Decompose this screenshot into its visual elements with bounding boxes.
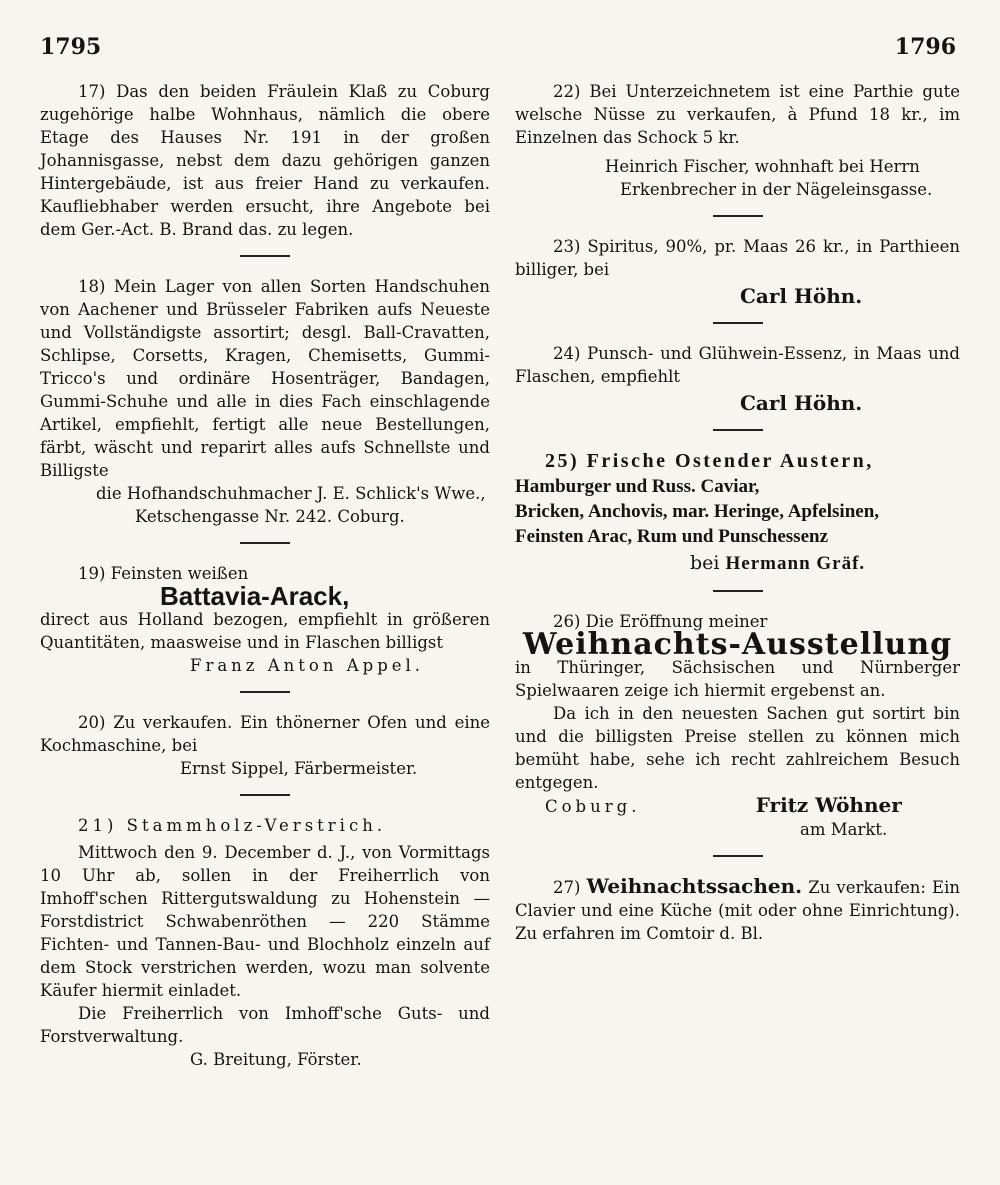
- notice-23: [515, 235, 960, 308]
- notice-25: [515, 449, 960, 576]
- separator: [713, 855, 763, 857]
- page-number-right: 1796: [894, 34, 956, 60]
- notice-17: [40, 80, 490, 241]
- notice-26-text2: Da ich in den neuesten Sachen gut sortirt bin und die billigsten Preise stellen zu können mich bemüht habe, sehe ich recht zahlreichem Besuch entgegen.: [515, 704, 960, 792]
- notice-26-text1: in Thüringer, Sächsischen und Nürnberger Spielwaaren zeige ich hiermit ergebenst an.: [515, 658, 960, 700]
- separator: [240, 794, 290, 796]
- separator: [240, 255, 290, 257]
- notice-19-signature: Franz Anton Appel.: [190, 656, 425, 675]
- notice-19-heading: Battavia-Arack,: [160, 581, 350, 611]
- notice-26-place: Coburg.: [545, 797, 641, 816]
- notice-25-signature: Hermann Gräf.: [725, 553, 866, 574]
- notice-24-text: 24) Punsch- und Glühwein-Essenz, in Maas und Flaschen, empfiehlt: [515, 344, 960, 386]
- notice-25-line2: Hamburger und Russ. Caviar,: [515, 476, 760, 497]
- notice-24-signature: Carl Höhn.: [740, 391, 863, 415]
- right-column: [515, 80, 960, 945]
- notice-27-heading: Weihnachtssachen.: [586, 874, 803, 898]
- notice-17-text: 17) Das den beiden Fräulein Klaß zu Coburg zugehörige halbe Wohnhaus, nämlich die obere Etage des Hauses Nr. 191 in der großen Johannisgasse, nebst dem dazu gehörigen ganzen Hintergebäude, ist aus freier Hand zu verkaufen. Kaufliebhaber werden ersucht, ihre Angebote bei dem Ger.-Act. B. Brand das. zu legen.: [40, 82, 490, 239]
- notice-26-signature: Fritz Wöhner: [755, 793, 902, 817]
- notice-22-text: 22) Bei Unterzeichnetem ist eine Parthie gute welsche Nüsse zu verkaufen, à Pfund 18 kr., im Einzelnen das Schock 5 kr.: [515, 82, 960, 147]
- separator: [240, 542, 290, 544]
- notice-24: [515, 342, 960, 415]
- notice-25-line3: Bricken, Anchovis, mar. Heringe, Apfelsinen,: [515, 501, 880, 522]
- notice-20-signature: Ernst Sippel, Färbermeister.: [180, 759, 418, 778]
- notice-26-intro: 26) Die Eröffnung meiner: [553, 612, 768, 631]
- notice-25-line1: 25) Frische Ostender Austern,: [545, 450, 874, 472]
- notice-27: [515, 875, 960, 945]
- notice-19: [40, 562, 490, 677]
- separator: [713, 215, 763, 217]
- notice-26-address: am Markt.: [800, 820, 888, 839]
- notice-22-signature: Heinrich Fischer, wohnhaft bei Herrn: [605, 157, 920, 176]
- separator: [713, 322, 763, 324]
- separator: [713, 429, 763, 431]
- notice-21: [40, 814, 490, 1071]
- notice-23-signature: Carl Höhn.: [740, 284, 863, 308]
- notice-18-text: 18) Mein Lager von allen Sorten Handschuhen von Aachener und Brüsseler Fabriken aufs Neueste und Vollständigste assortirt; desgl. Ball-Cravatten, Schlipse, Corsetts, Kragen, Chemisetts, Gummi-Tricco's und ordinäre Hosenträger, Bandagen, Gummi-Schuhe und alle in dies Fach einschlagende Artikel, empfiehlt, fertigt alle neue Bestellungen, färbt, wäscht und reparirt alles aufs Schnellste und Billigste: [40, 277, 490, 480]
- notice-26: [515, 610, 960, 841]
- notice-19-text: direct aus Holland bezogen, empfiehlt in größeren Quantitäten, maasweise und in Flaschen billigst: [40, 610, 490, 652]
- notice-20-text: 20) Zu verkaufen. Ein thönerner Ofen und eine Kochmaschine, bei: [40, 713, 490, 755]
- notice-20: [40, 711, 490, 780]
- notice-27-text: Zu verkaufen: Ein Clavier und eine Küche (mit oder ohne Einrichtung). Zu erfahren im Comtoir d. Bl.: [515, 878, 960, 943]
- notice-19-intro: 19) Feinsten weißen: [78, 564, 249, 583]
- notice-21-forester: G. Breitung, Förster.: [190, 1050, 362, 1069]
- notice-18-signature: die Hofhandschuhmacher J. E. Schlick's Wwe.,: [96, 484, 486, 503]
- notice-22: [515, 80, 960, 201]
- left-column: [40, 80, 490, 1071]
- notice-18-address: Ketschengasse Nr. 242. Coburg.: [135, 507, 405, 526]
- notice-22-address: Erkenbrecher in der Nägeleinsgasse.: [620, 180, 933, 199]
- notice-25-sig-prefix: bei: [690, 552, 720, 574]
- page-number-left: 1795: [40, 34, 102, 60]
- notice-21-text: Mittwoch den 9. December d. J., von Vormittags 10 Uhr ab, sollen in der Freiherrlich von Imhoff'schen Rittergutswaldung zu Hohenstein — Forstdistrict Schwabenröthen — 220 Stämme Fichten- und Tannen-Bau- und Blochholz einzeln auf dem Stock verstrichen werden, wozu man solvente Käufer hiermit einladet.: [40, 843, 490, 1000]
- separator: [240, 691, 290, 693]
- notice-27-number: 27): [553, 878, 581, 897]
- notice-26-heading: Weihnachts-Ausstellung: [522, 627, 953, 662]
- notice-25-line4: Feinsten Arac, Rum und Punschessenz: [515, 526, 828, 547]
- notice-21-title: 21) Stammholz-Verstrich.: [78, 816, 387, 835]
- notice-18: [40, 275, 490, 528]
- notice-21-signature: Die Freiherrlich von Imhoff'sche Guts- und Forstverwaltung.: [40, 1004, 490, 1046]
- notice-23-text: 23) Spiritus, 90%, pr. Maas 26 kr., in Parthieen billiger, bei: [515, 237, 960, 279]
- separator: [713, 590, 763, 592]
